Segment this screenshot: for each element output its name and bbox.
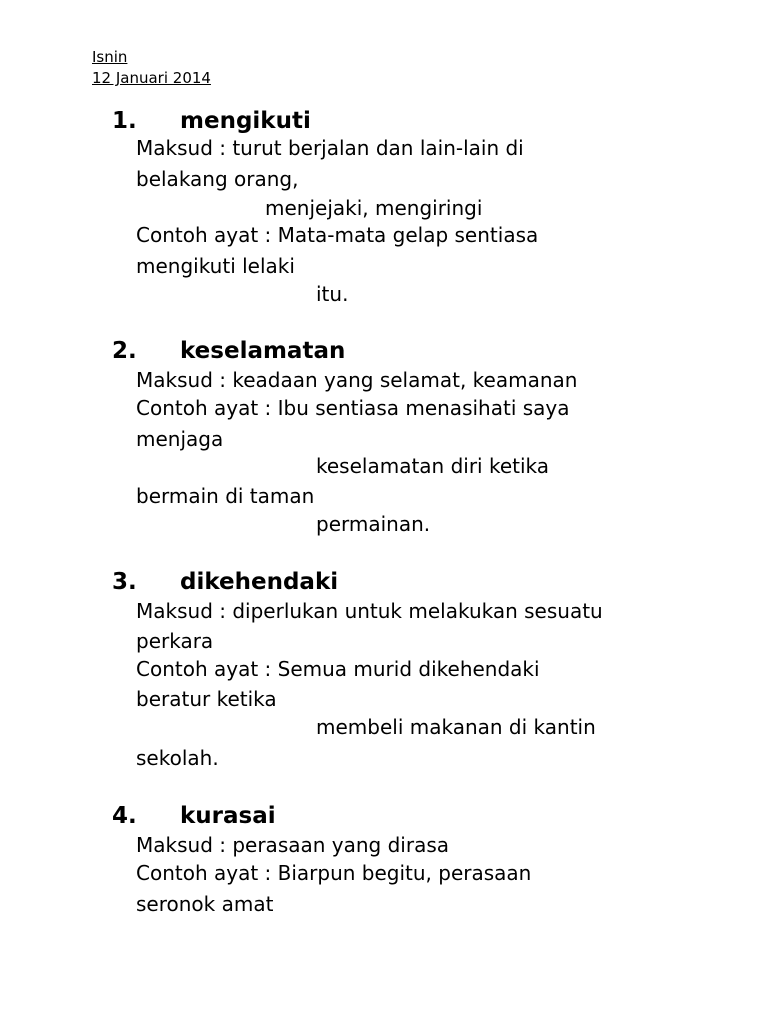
example-line: itu.: [316, 282, 349, 306]
example-line: membeli makanan di kantin: [316, 715, 596, 739]
example-line: Contoh ayat : Semua murid dikehendaki: [136, 657, 540, 681]
entry-word: dikehendaki: [180, 569, 339, 595]
entry-heading: [112, 107, 311, 135]
example-line: keselamatan diri ketika: [316, 454, 550, 478]
example-line: seronok amat: [136, 892, 274, 916]
day-label: Isnin: [92, 48, 128, 66]
meaning-line: Maksud : perasaan yang dirasa: [136, 833, 450, 857]
entry-heading: [112, 568, 338, 596]
entry-word: keselamatan: [180, 338, 346, 364]
meaning-line: Maksud : keadaan yang selamat, keamanan: [136, 368, 578, 392]
example-line: beratur ketika: [136, 687, 277, 711]
example-line: Contoh ayat : Mata-mata gelap sentiasa: [136, 223, 539, 247]
meaning-line: belakang orang,: [136, 167, 299, 191]
meaning-line: perkara: [136, 629, 214, 653]
example-line: mengikuti lelaki: [136, 254, 295, 278]
example-line: Contoh ayat : Ibu sentiasa menasihati saya: [136, 396, 570, 420]
meaning-line: menjejaki, mengiringi: [265, 196, 483, 220]
entry-number: 3.: [112, 569, 137, 595]
date-label: 12 Januari 2014: [92, 69, 211, 87]
entry-number: 4.: [112, 803, 137, 829]
meaning-line: Maksud : diperlukan untuk melakukan sesuatu: [136, 599, 603, 623]
entry-word: mengikuti: [180, 108, 311, 134]
entry-heading: [112, 802, 276, 830]
entry-word: kurasai: [180, 803, 276, 829]
entry-number: 2.: [112, 338, 137, 364]
entry-heading: [112, 337, 345, 365]
meaning-line: Maksud : turut berjalan dan lain-lain di: [136, 136, 524, 160]
example-line: bermain di taman: [136, 484, 315, 508]
example-line: menjaga: [136, 427, 224, 451]
example-line: Contoh ayat : Biarpun begitu, perasaan: [136, 861, 532, 885]
example-line: permainan.: [316, 512, 431, 536]
example-line: sekolah.: [136, 746, 219, 770]
entry-number: 1.: [112, 108, 137, 134]
